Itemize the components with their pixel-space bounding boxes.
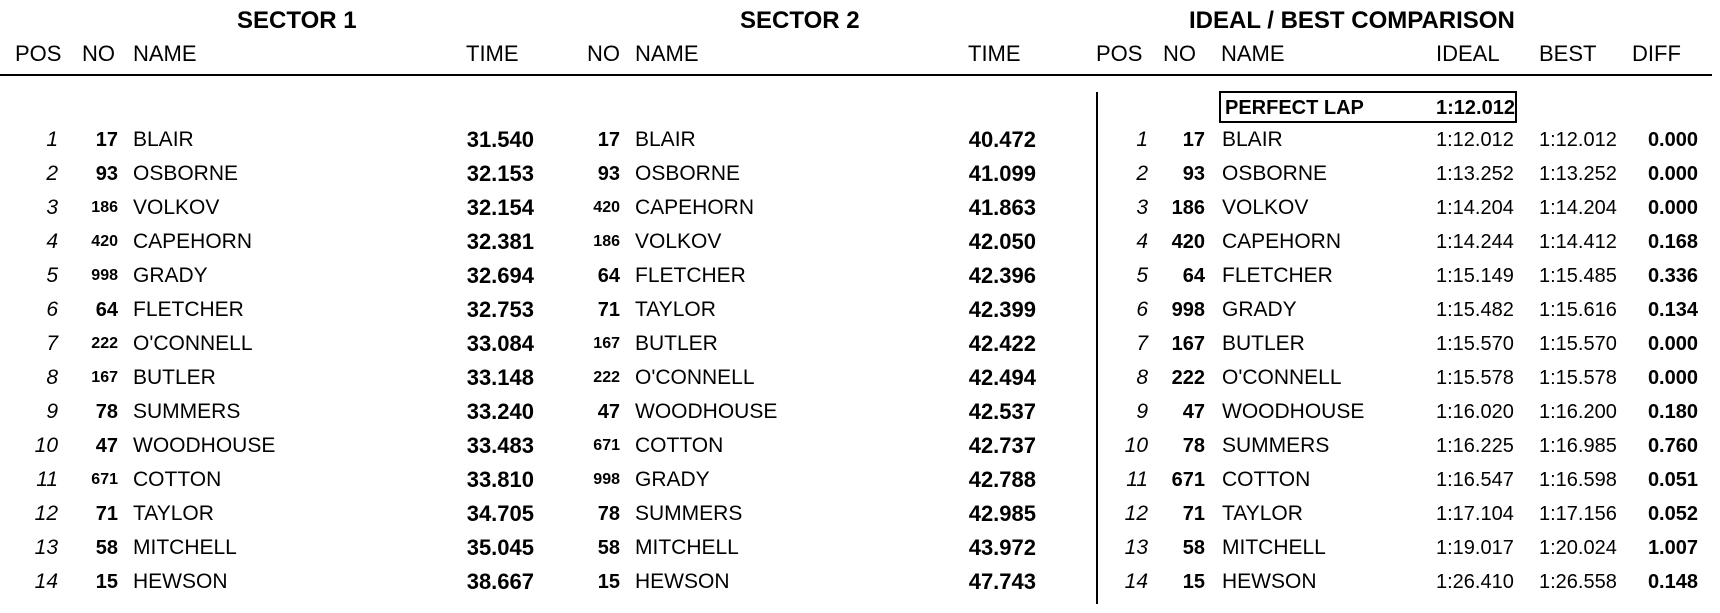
cmp-diff: 0.760: [1647, 435, 1698, 457]
sector2-title: SECTOR 2: [740, 7, 860, 34]
cmp-best: 1:15.485: [1539, 265, 1617, 287]
cmp-header-name: NAME: [1221, 41, 1285, 66]
s1-no: 78: [95, 401, 118, 423]
s1-name: CAPEHORN: [133, 230, 253, 253]
s1-pos: 6: [46, 298, 58, 321]
s1-name: GRADY: [133, 264, 208, 287]
cmp-pos: 5: [1136, 264, 1148, 287]
s1-name: COTTON: [133, 468, 222, 491]
s1-no: 167: [91, 369, 118, 386]
cmp-ideal: 1:14.204: [1436, 197, 1514, 219]
table-row: [0, 361, 1720, 395]
s1-name: SUMMERS: [133, 400, 241, 423]
s1-no: 15: [95, 571, 118, 593]
comparison-title: IDEAL / BEST COMPARISON: [1189, 7, 1515, 34]
s1-pos: 12: [34, 502, 58, 525]
cmp-diff: 0.180: [1647, 401, 1698, 423]
s2-no: 71: [597, 299, 620, 321]
cmp-name: GRADY: [1222, 298, 1297, 321]
s2-time: 42.537: [968, 399, 1036, 424]
s1-time: 33.240: [466, 399, 534, 424]
cmp-no: 998: [1171, 299, 1205, 321]
s1-name: HEWSON: [133, 570, 228, 593]
s1-no: 47: [95, 435, 118, 457]
cmp-no: 58: [1182, 537, 1205, 559]
s1-pos: 10: [34, 434, 58, 457]
table-row: [0, 395, 1720, 429]
cmp-name: BLAIR: [1222, 128, 1283, 151]
cmp-ideal: 1:26.410: [1436, 571, 1514, 593]
cmp-diff: 0.000: [1647, 367, 1698, 389]
s2-time: 41.099: [968, 161, 1036, 186]
s1-time: 33.084: [466, 331, 534, 356]
s2-no: 15: [597, 571, 620, 593]
cmp-ideal: 1:17.104: [1436, 503, 1514, 525]
cmp-no: 186: [1171, 197, 1205, 219]
s2-header-no: NO: [587, 41, 620, 66]
s1-no: 17: [95, 129, 118, 151]
s2-no: 167: [593, 335, 620, 352]
s2-name: VOLKOV: [635, 230, 722, 253]
cmp-no: 222: [1171, 367, 1205, 389]
s1-header-pos: POS: [15, 41, 62, 66]
s2-name: CAPEHORN: [635, 196, 755, 219]
cmp-name: WOODHOUSE: [1222, 400, 1365, 423]
s1-pos: 3: [46, 196, 58, 219]
s1-time: 35.045: [466, 535, 534, 560]
s1-no: 58: [95, 537, 118, 559]
s1-time: 33.810: [466, 467, 534, 492]
cmp-name: VOLKOV: [1222, 196, 1309, 219]
cmp-pos: 7: [1136, 332, 1148, 355]
s2-no: 998: [593, 471, 620, 488]
cmp-diff: 0.336: [1647, 265, 1698, 287]
cmp-name: SUMMERS: [1222, 434, 1330, 457]
s1-pos: 11: [36, 468, 58, 491]
cmp-header-ideal: IDEAL: [1436, 41, 1500, 66]
s1-name: O'CONNELL: [133, 332, 253, 355]
s2-name: TAYLOR: [635, 298, 716, 321]
s1-pos: 8: [46, 366, 58, 389]
sector1-title: SECTOR 1: [237, 7, 357, 34]
cmp-no: 47: [1182, 401, 1205, 423]
cmp-name: MITCHELL: [1222, 536, 1326, 559]
cmp-pos: 14: [1124, 570, 1148, 593]
s2-no: 64: [597, 265, 620, 287]
cmp-best: 1:26.558: [1539, 571, 1617, 593]
table-row: [0, 327, 1720, 361]
s1-name: FLETCHER: [133, 298, 244, 321]
s2-name: BLAIR: [635, 128, 696, 151]
cmp-name: O'CONNELL: [1222, 366, 1342, 389]
s2-name: OSBORNE: [635, 162, 741, 185]
cmp-name: BUTLER: [1222, 332, 1305, 355]
s2-time: 42.788: [968, 467, 1036, 492]
table-row: [0, 123, 1720, 157]
s2-time: 42.396: [968, 263, 1036, 288]
cmp-no: 17: [1182, 129, 1205, 151]
cmp-header-pos: POS: [1096, 41, 1143, 66]
cmp-name: CAPEHORN: [1222, 230, 1342, 253]
s1-time: 32.154: [466, 195, 534, 220]
s1-time: 31.540: [466, 127, 534, 152]
s2-name: BUTLER: [635, 332, 718, 355]
cmp-pos: 4: [1136, 230, 1148, 253]
s2-no: 186: [593, 233, 620, 250]
s2-no: 420: [593, 199, 620, 216]
s1-pos: 9: [46, 400, 58, 423]
cmp-best: 1:20.024: [1539, 537, 1617, 559]
cmp-ideal: 1:13.252: [1436, 163, 1514, 185]
cmp-header-diff: DIFF: [1632, 41, 1681, 66]
cmp-pos: 1: [1136, 128, 1148, 151]
s1-no: 420: [91, 233, 118, 250]
s1-pos: 7: [46, 332, 58, 355]
cmp-ideal: 1:14.244: [1436, 231, 1514, 253]
s2-time: 42.422: [968, 331, 1036, 356]
table-row: [0, 225, 1720, 259]
cmp-pos: 8: [1136, 366, 1148, 389]
cmp-name: TAYLOR: [1222, 502, 1303, 525]
s1-header-no: NO: [82, 41, 115, 66]
s2-time: 42.399: [968, 297, 1036, 322]
s2-header-name: NAME: [635, 41, 699, 66]
cmp-ideal: 1:16.020: [1436, 401, 1514, 423]
s1-no: 998: [91, 267, 118, 284]
s2-name: MITCHELL: [635, 536, 739, 559]
s1-name: TAYLOR: [133, 502, 214, 525]
cmp-best: 1:15.616: [1539, 299, 1617, 321]
cmp-diff: 0.134: [1647, 299, 1698, 321]
cmp-diff: 0.051: [1647, 469, 1698, 491]
s2-time: 42.737: [968, 433, 1036, 458]
cmp-pos: 11: [1126, 468, 1148, 491]
cmp-best: 1:15.570: [1539, 333, 1617, 355]
cmp-name: COTTON: [1222, 468, 1311, 491]
table-row: [0, 429, 1720, 463]
s1-time: 32.694: [466, 263, 534, 288]
s2-name: SUMMERS: [635, 502, 743, 525]
cmp-pos: 2: [1136, 162, 1148, 185]
s1-time: 32.153: [466, 161, 534, 186]
cmp-diff: 0.168: [1647, 231, 1698, 253]
s1-name: WOODHOUSE: [133, 434, 276, 457]
cmp-best: 1:15.578: [1539, 367, 1617, 389]
cmp-best: 1:13.252: [1539, 163, 1617, 185]
s2-time: 43.972: [968, 535, 1036, 560]
s1-time: 33.483: [466, 433, 534, 458]
s1-no: 186: [91, 199, 118, 216]
cmp-pos: 3: [1136, 196, 1148, 219]
s2-time: 40.472: [968, 127, 1036, 152]
cmp-diff: 0.000: [1647, 129, 1698, 151]
s2-time: 42.985: [968, 501, 1036, 526]
table-row: [0, 293, 1720, 327]
table-row: [0, 531, 1720, 565]
cmp-pos: 12: [1124, 502, 1148, 525]
table-row: [0, 191, 1720, 225]
cmp-no: 64: [1182, 265, 1205, 287]
s2-no: 58: [597, 537, 620, 559]
cmp-ideal: 1:12.012: [1436, 129, 1514, 151]
cmp-ideal: 1:15.482: [1436, 299, 1514, 321]
s2-time: 47.743: [968, 569, 1036, 594]
cmp-ideal: 1:19.017: [1436, 537, 1514, 559]
s1-time: 34.705: [466, 501, 534, 526]
s1-pos: 2: [46, 162, 58, 185]
s1-name: BLAIR: [133, 128, 194, 151]
s2-no: 222: [593, 369, 620, 386]
s2-time: 41.863: [968, 195, 1036, 220]
s1-no: 671: [91, 471, 118, 488]
s2-no: 17: [597, 129, 620, 151]
s1-time: 33.148: [466, 365, 534, 390]
cmp-diff: 0.000: [1647, 163, 1698, 185]
s1-no: 71: [95, 503, 118, 525]
cmp-best: 1:12.012: [1539, 129, 1617, 151]
cmp-diff: 0.000: [1647, 333, 1698, 355]
cmp-diff: 0.000: [1647, 197, 1698, 219]
s2-name: HEWSON: [635, 570, 730, 593]
s2-time: 42.494: [968, 365, 1036, 390]
s1-time: 32.381: [466, 229, 534, 254]
cmp-ideal: 1:15.578: [1436, 367, 1514, 389]
cmp-diff: 1.007: [1647, 537, 1698, 559]
s1-pos: 5: [46, 264, 58, 287]
cmp-no: 93: [1182, 163, 1205, 185]
cmp-best: 1:16.985: [1539, 435, 1617, 457]
s2-name: COTTON: [635, 434, 724, 457]
cmp-name: FLETCHER: [1222, 264, 1333, 287]
s2-name: GRADY: [635, 468, 710, 491]
table-row: [0, 259, 1720, 293]
cmp-no: 671: [1171, 469, 1205, 491]
cmp-ideal: 1:16.225: [1436, 435, 1514, 457]
s1-name: VOLKOV: [133, 196, 220, 219]
table-row: [0, 157, 1720, 191]
cmp-ideal: 1:15.570: [1436, 333, 1514, 355]
s2-name: FLETCHER: [635, 264, 746, 287]
s1-pos: 1: [46, 128, 58, 151]
s1-no: 93: [95, 163, 118, 185]
s1-header-name: NAME: [133, 41, 197, 66]
header-divider: [0, 74, 1712, 76]
cmp-pos: 9: [1136, 400, 1148, 423]
s1-pos: 13: [34, 536, 58, 559]
s1-name: MITCHELL: [133, 536, 237, 559]
perfect-lap-value: 1:12.012: [1436, 97, 1515, 119]
cmp-pos: 10: [1124, 434, 1148, 457]
cmp-best: 1:14.204: [1539, 197, 1617, 219]
s2-no: 93: [597, 163, 620, 185]
s2-time: 42.050: [968, 229, 1036, 254]
s1-pos: 4: [46, 230, 58, 253]
s2-header-time: TIME: [968, 41, 1021, 66]
cmp-ideal: 1:15.149: [1436, 265, 1514, 287]
s1-name: OSBORNE: [133, 162, 239, 185]
table-row: [0, 497, 1720, 531]
cmp-ideal: 1:16.547: [1436, 469, 1514, 491]
cmp-best: 1:17.156: [1539, 503, 1617, 525]
s2-no: 47: [597, 401, 620, 423]
s1-no: 64: [95, 299, 118, 321]
s1-pos: 14: [34, 570, 58, 593]
cmp-diff: 0.148: [1647, 571, 1698, 593]
cmp-diff: 0.052: [1647, 503, 1698, 525]
s1-no: 222: [91, 335, 118, 352]
cmp-header-no: NO: [1163, 41, 1196, 66]
table-row: [0, 565, 1720, 599]
s1-header-time: TIME: [466, 41, 519, 66]
cmp-pos: 13: [1124, 536, 1148, 559]
s1-time: 32.753: [466, 297, 534, 322]
perfect-lap-label: PERFECT LAP: [1225, 97, 1364, 119]
cmp-best: 1:16.598: [1539, 469, 1617, 491]
s2-name: WOODHOUSE: [635, 400, 778, 423]
cmp-no: 420: [1171, 231, 1205, 253]
cmp-no: 78: [1182, 435, 1205, 457]
cmp-best: 1:14.412: [1539, 231, 1617, 253]
cmp-header-best: BEST: [1539, 41, 1597, 66]
cmp-no: 167: [1171, 333, 1205, 355]
s2-no: 78: [597, 503, 620, 525]
cmp-pos: 6: [1136, 298, 1148, 321]
cmp-best: 1:16.200: [1539, 401, 1617, 423]
s1-time: 38.667: [466, 569, 534, 594]
s2-name: O'CONNELL: [635, 366, 755, 389]
table-row: [0, 463, 1720, 497]
cmp-no: 15: [1182, 571, 1205, 593]
cmp-name: OSBORNE: [1222, 162, 1328, 185]
s1-name: BUTLER: [133, 366, 216, 389]
cmp-no: 71: [1182, 503, 1205, 525]
cmp-name: HEWSON: [1222, 570, 1317, 593]
s2-no: 671: [593, 437, 620, 454]
